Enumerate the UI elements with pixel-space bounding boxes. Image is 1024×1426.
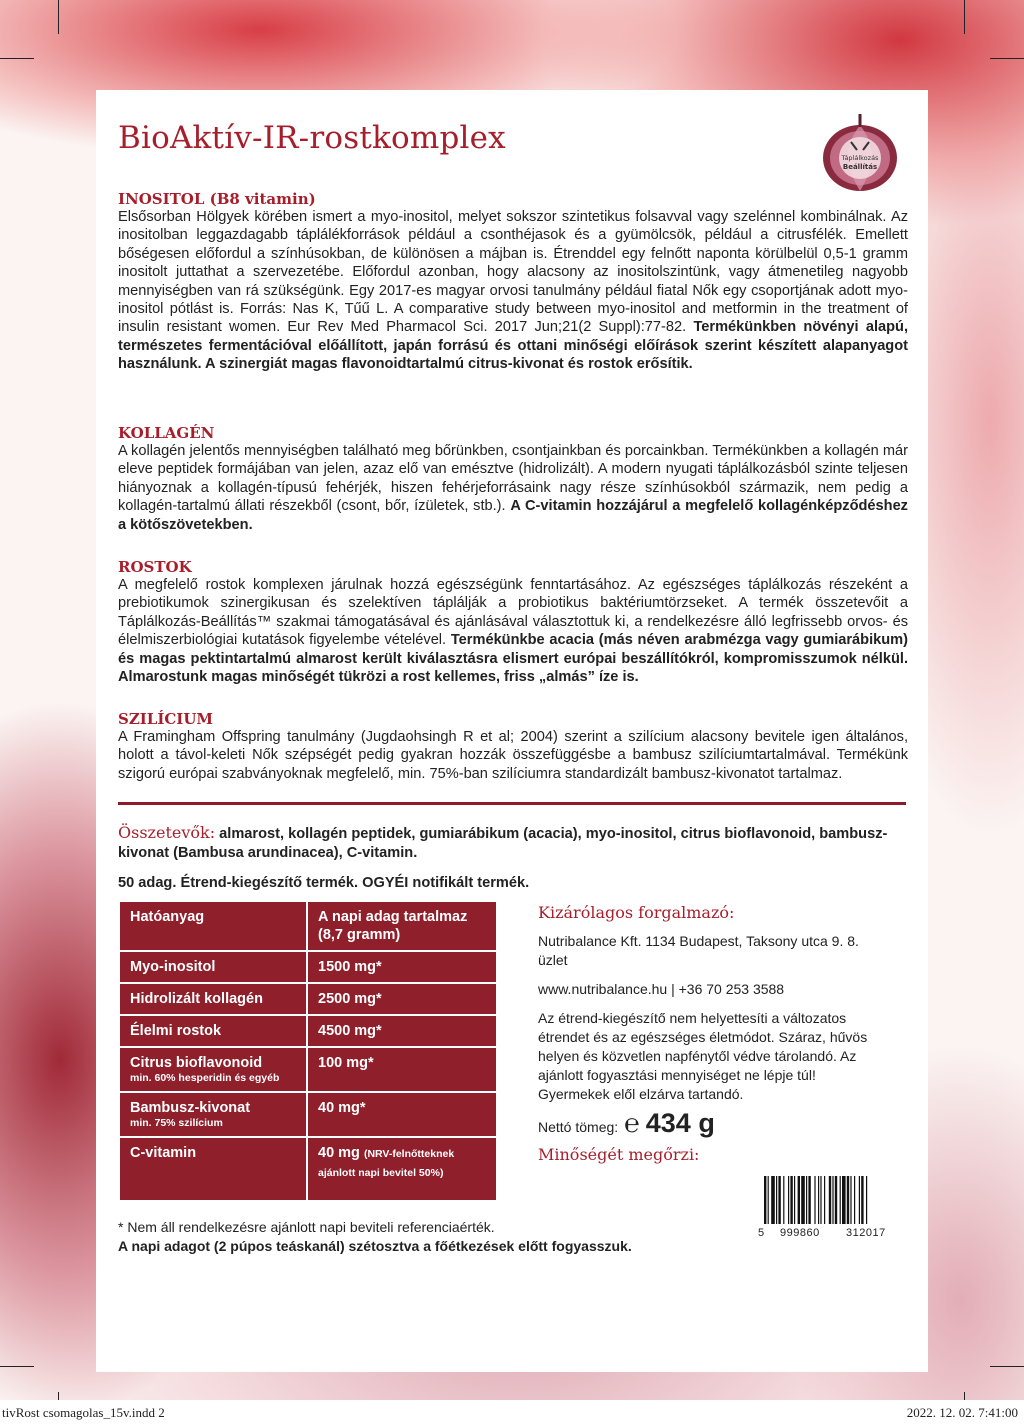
table-header-cell: Hatóanyag [119,901,307,951]
nutrition-table [118,900,498,1202]
table-header-cell: A napi adag tartalmaz (8,7 gramm) [307,901,497,951]
barcode-bars-icon [764,1176,898,1224]
section-rostok [118,558,908,686]
section-kollagen [118,424,908,534]
table-row [119,1137,497,1201]
ingredient-name: Citrus bioflavonoid [130,1055,263,1071]
barcode [756,1172,906,1246]
ingredient-amount: 100 mg* [318,1055,374,1071]
distributor-heading: Kizárólagos forgalmazó: [538,903,735,922]
section-szilicium [118,710,908,783]
storage-warning: Az étrend-kiegészítő nem helyettesíti a változatos étrendet és az egészséges életmódot. Száraz, hűvös helyen és közvetlen napfénytől védve tárolandó. Az ajánlott fogyasztási mennyiséget ne lépje túl! Gyermekek elől elzárva tartandó. [538,1010,868,1102]
divider [118,802,906,805]
section-heading: SZILÍCIUM [118,710,214,728]
crop-mark [58,0,59,34]
print-timestamp: 2022. 12. 02. 7:41:00 [906,1405,1018,1420]
ingredient-name: C-vitamin [130,1145,197,1161]
ingredient-name: Hidrolizált kollagén [130,991,263,1007]
section-body: A kollagén jelentős mennyiségben található meg bőrünkben, csontjainkban és porcainkban. Termékünkben a kollagén már eleve peptidek formájában van jelen, azaz elő van emésztve (hidrolizált). A modern nyugati táplálkozásból szinte teljesen hiányoznak a kollagén-típusú fehérjék, hiszen fehérjeforrásaink nagy része színhúsokból származik, nem pedig a kollagén-tartalmú állati részekből (csont, bőr, ízületek, stb.). [118,443,908,515]
section-text [118,208,908,374]
ingredient-name: Élelmi rostok [130,1023,222,1039]
file-name: tivRost csomagolas_15v.indd 2 [2,1405,165,1420]
section-text [118,442,908,534]
crop-mark [58,1392,59,1400]
section-body: Elsősorban Hölgyek körében ismert a myo-inositol, melyet sokszor szintetikus folsavval vagy szelénnel kombinálnak. Az inositolban leggazdagabb táplálékforrások például a csonthéjasok és a gyümölcsök, például a citrusfélék. Emellett bőségesen előfordul a színhúsokban, de különösen a májban is. Étrenddel egy felnőtt naponta körülbelül 0,5-1 gramm inositolt juttathat a szervezetébe. Előfordul azonban, hogy alacsony az inositolszintünk, vagy átmenetileg nagyobb mennyiségben van rá szükségünk. Egy 2017-es magyar orvosi tanulmány például fiatal Nők egy csoportjának adott myo-inositol pótlást is. Forrás: Nas K, Tűű L. A comparative study between myo-inositol and metformin in the treatment of insulin resistant women. Eur Rev Med Pharmacol Sci. 2017 Jun;21(2 Suppl):77-82. [118,209,908,336]
table-row [119,983,497,1015]
barcode-digit-group: 5 [758,1227,765,1239]
section-bold: A C-vitamin hozzájárul a megfelelő kollagénképződéshez a kötőszövetekben. [118,498,908,533]
footnote-star: * Nem áll rendelkezésre ajánlott napi beviteli referenciaérték. [118,1219,495,1235]
section-body: A Framingham Offspring tanulmány (Jugdaohsingh R et al; 2004) szerint a szilícium alacsony bevitele igen általános, holott a távol-keleti Nők szépségét pedig gyakran hozzák összefüggésbe a bambusz szilíciumtartalmával. Termékünk szigorú európai szabványoknak megfelelő, min. 75%-ban szilíciumra standardizált bambusz-kivonatot tartalmaz. [118,729,908,782]
ingredient-sub: min. 60% hesperidin és egyéb [130,1072,280,1084]
ingredient-amount: 4500 mg* [318,1023,382,1039]
section-bold: Termékünkben növényi alapú, természetes fermentációval előállított, japán forrású és ottani minőségi előírások szerint készített alapanyagot használunk. A szinergiát magas flavonoidtartalmú citrus-kivonat és rostok erősítik. [118,319,909,373]
best-before-label: Minőségét megőrzi: [538,1145,700,1164]
section-bold: Termékünkbe acacia (más néven arabmézga vagy gumiarábikum) és magas pektintartalmú almarost került kiválasztásra elismert európai beszállítókról, kompromisszumok nélkül. Almarostunk magas minőségét tükrözi a rost kellemes, friss „almás” íze is. [118,632,909,686]
table-row [119,1092,497,1137]
serving-info: 50 adag. Étrend-kiegészítő termék. OGYÉI notifikált termék. [118,875,530,891]
print-footer [0,1400,1024,1426]
crop-mark [990,1366,1024,1367]
footnote-dosage: A napi adagot (2 púpos teáskanál) szétosztva a főétkezések előtt fogyasszuk. [118,1238,632,1254]
ingredient-name: Bambusz-kivonat [130,1100,251,1116]
ingredients [118,823,908,863]
ingredient-amount: 2500 mg* [318,991,382,1007]
table-row [119,951,497,983]
ingredients-label: Összetevők: [118,823,216,842]
distributor-address: Nutribalance Kft. 1134 Budapest, Taksony utca 9. 8. üzlet [538,933,859,968]
estimated-sign-icon: ℮ [624,1109,640,1139]
section-inositol [118,190,908,374]
crop-mark [964,0,965,34]
ingredient-name: Myo-inositol [130,959,216,975]
logo-line1: Táplálkozás [841,154,879,162]
distributor-contact: www.nutribalance.hu | +36 70 253 3588 [538,981,785,997]
net-weight-value: 434 g [645,1108,715,1138]
distributor-block [538,903,883,1164]
ingredient-amount: 1500 mg* [318,959,382,975]
crop-mark [0,1366,34,1367]
table-row [119,1015,497,1047]
barcode-digit-group: 999860 [780,1227,820,1239]
ingredients-text: almarost, kollagén peptidek, gumiarábikum (acacia), myo-inositol, citrus bioflavonoid, bambusz-kivonat (Bambusa arundinacea), C-vitamin. [118,826,888,861]
section-text [118,728,908,783]
table-header-row [119,901,497,951]
logo-line2: Beállítás [842,163,878,171]
table-row [119,1047,497,1092]
section-heading: KOLLAGÉN [118,424,215,442]
net-weight-label: Nettó tömeg: [538,1119,619,1135]
ingredient-amount: 40 mg [318,1145,360,1161]
crop-mark [964,1392,965,1400]
ingredient-note: (NRV-felnőtteknek ajánlott napi bevitel 50%) [318,1148,455,1179]
section-heading: ROSTOK [118,558,192,576]
ingredient-amount: 40 mg* [318,1100,366,1116]
net-weight [538,1108,883,1139]
product-title: BioAktív-IR-rostkomplex [118,120,506,156]
section-heading: INOSITOL (B8 vitamin) [118,190,316,208]
barcode-digit-group: 312017 [846,1227,886,1239]
onion-logo-icon [818,112,902,196]
ingredient-sub: min. 75% szilícium [130,1117,223,1129]
footnotes [118,1218,632,1256]
section-body: A megfelelő rostok komplexen járulnak hozzá egészségünk fenntartásához. Az egészséges táplálkozás részeként a prebiotikumok szinergikusan és szelektíven táplálják a probiotikus baktériumtörzseket. A termék összetevőit a Táplálkozás-Beállítás™ szakmai támogatásával és ajánlásával választottuk ki, a rendelkezésre álló legfrissebb orvos- és élelmiszerbiológiai kutatások figyelembe vételével. [118,577,908,649]
crop-mark [990,58,1024,59]
crop-mark [0,58,34,59]
section-text [118,576,908,686]
